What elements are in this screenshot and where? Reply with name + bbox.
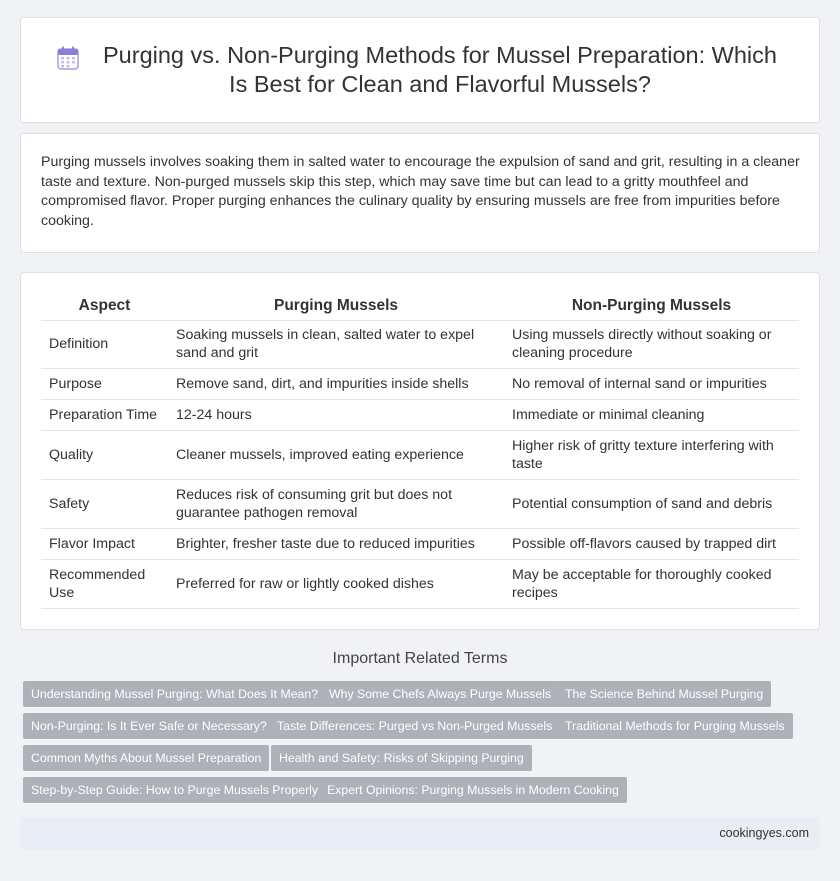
related-term-tag[interactable]: Common Myths About Mussel Preparation <box>23 745 269 771</box>
row-non-purging: Possible off-flavors caused by trapped dirt <box>504 528 799 559</box>
row-aspect: Preparation Time <box>41 399 168 430</box>
row-non-purging: No removal of internal sand or impurities <box>504 368 799 399</box>
related-term-tag[interactable]: Understanding Mussel Purging: What Does It Mean? <box>23 681 326 707</box>
row-purging: Remove sand, dirt, and impurities inside shells <box>168 368 504 399</box>
row-aspect: Purpose <box>41 368 168 399</box>
footer-site-name[interactable]: cookingyes.com <box>719 826 809 840</box>
row-purging: Soaking mussels in clean, salted water to expel sand and grit <box>168 320 504 368</box>
intro-paragraph: Purging mussels involves soaking them in salted water to encourage the expulsion of sand and grit, resulting in a cleaner taste and texture. Non-purged mussels skip this step, which may save time but can lead to a gritty mouthfeel and compromised flavor. Proper purging enhances the culinary quality by ensuring mussels are free from impurities before cooking. <box>41 154 800 229</box>
row-non-purging: Higher risk of gritty texture interfering with taste <box>504 430 799 479</box>
row-purging: Preferred for raw or lightly cooked dishes <box>168 559 504 608</box>
row-aspect: Definition <box>41 320 168 368</box>
related-term-tag[interactable]: Why Some Chefs Always Purge Mussels <box>321 681 559 707</box>
row-aspect: Flavor Impact <box>41 528 168 559</box>
row-aspect: Recommended Use <box>41 559 168 608</box>
row-purging: Reduces risk of consuming grit but does not guarantee pathogen removal <box>168 479 504 528</box>
row-purging: Brighter, fresher taste due to reduced impurities <box>168 528 504 559</box>
table-row <box>41 479 799 528</box>
row-non-purging: Using mussels directly without soaking or cleaning procedure <box>504 320 799 368</box>
comparison-table-card <box>20 272 820 630</box>
table-row <box>41 559 799 608</box>
comparison-table <box>41 293 799 609</box>
row-aspect: Quality <box>41 430 168 479</box>
related-term-tag[interactable]: Non-Purging: Is It Ever Safe or Necessary? <box>23 713 275 739</box>
header-non-purging: Non-Purging Mussels <box>504 293 799 320</box>
table-row <box>41 399 799 430</box>
related-term-tag[interactable]: Step-by-Step Guide: How to Purge Mussels Properly <box>23 777 326 803</box>
table-header-row <box>41 293 799 320</box>
header-purging: Purging Mussels <box>168 293 504 320</box>
related-term-tag[interactable]: Health and Safety: Risks of Skipping Purging <box>271 745 532 771</box>
related-terms-title: Important Related Terms <box>332 650 508 667</box>
row-purging: 12-24 hours <box>168 399 504 430</box>
row-purging: Cleaner mussels, improved eating experience <box>168 430 504 479</box>
related-term-tag[interactable]: Taste Differences: Purged vs Non-Purged Mussels <box>269 713 560 739</box>
page-title: Purging vs. Non-Purging Methods for Mussel Preparation: Which Is Best for Clean and Flavorful Mussels? <box>103 42 777 97</box>
row-non-purging: Potential consumption of sand and debris <box>504 479 799 528</box>
table-row <box>41 368 799 399</box>
table-row <box>41 320 799 368</box>
header-aspect: Aspect <box>41 293 168 320</box>
intro-card <box>20 133 820 253</box>
footer <box>20 817 820 850</box>
row-non-purging: Immediate or minimal cleaning <box>504 399 799 430</box>
table-row <box>41 528 799 559</box>
row-non-purging: May be acceptable for thoroughly cooked recipes <box>504 559 799 608</box>
table-row <box>41 430 799 479</box>
row-aspect: Safety <box>41 479 168 528</box>
header-card <box>20 17 820 123</box>
related-term-tag[interactable]: The Science Behind Mussel Purging <box>557 681 771 707</box>
related-term-tag[interactable]: Traditional Methods for Purging Mussels <box>557 713 793 739</box>
related-term-tag[interactable]: Expert Opinions: Purging Mussels in Modern Cooking <box>319 777 627 803</box>
